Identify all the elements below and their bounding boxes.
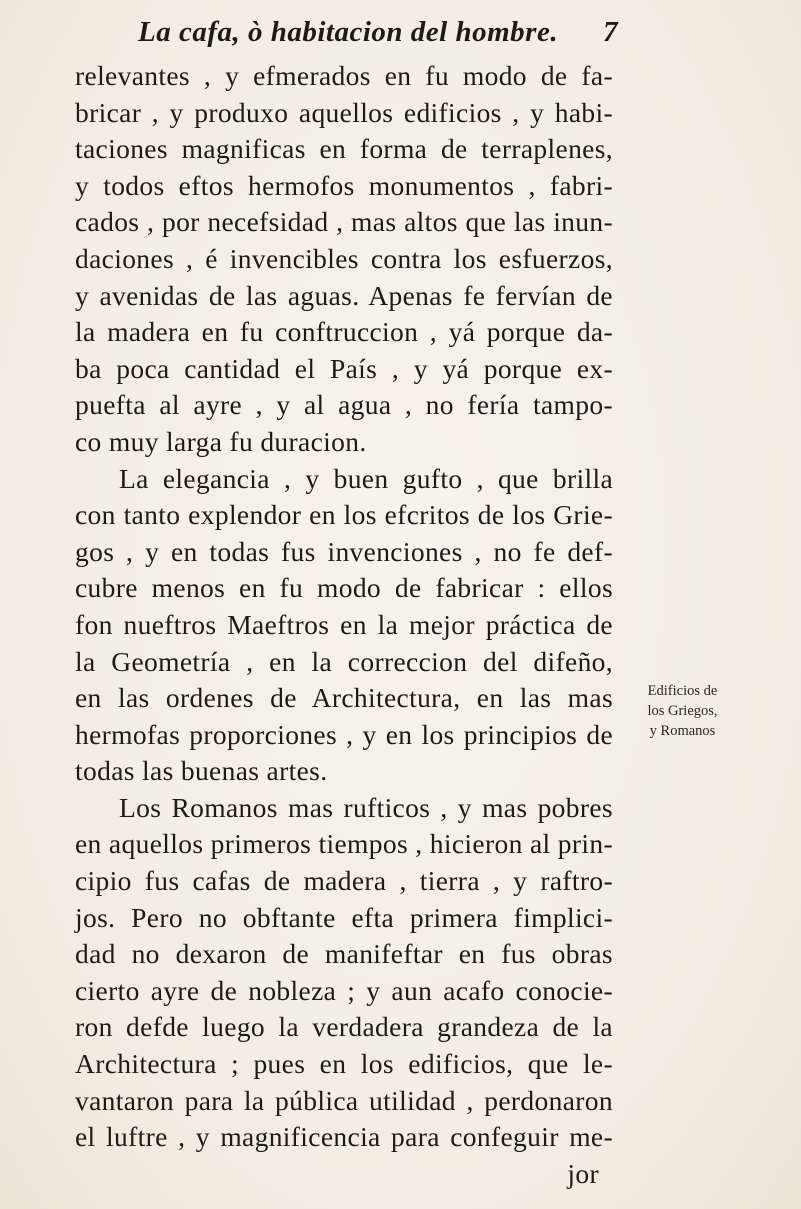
text-line: y todos eftos hermofos monumentos , fabri- bbox=[75, 169, 613, 201]
text-line: vantaron para la pública utilidad , perdonaron bbox=[75, 1084, 613, 1116]
text-line: cipio fus cafas de madera , tierra , y raftro- bbox=[75, 865, 613, 897]
body-text bbox=[75, 58, 613, 1192]
text-line: Architectura ; pues en los edificios, que le- bbox=[75, 1048, 613, 1080]
page-header bbox=[138, 16, 618, 56]
marginal-note bbox=[630, 681, 735, 741]
text-line: cubre menos en fu modo de fabricar : ellos bbox=[75, 572, 613, 604]
text-line: ba poca cantidad el País , y yá porque ex- bbox=[75, 352, 613, 384]
paragraph-start: La elegancia , y buen gufto , que brilla bbox=[119, 462, 613, 494]
marginal-note-line: Edificios de bbox=[647, 683, 718, 699]
text-line: fon nueftros Maeftros en la mejor práctica de bbox=[75, 608, 613, 640]
text-line: puefta al ayre , y al agua , no fería tampo- bbox=[75, 389, 613, 421]
text-line: gos , y en todas fus invenciones , no fe def- bbox=[75, 535, 613, 567]
text-line: relevantes , y efmerados en fu modo de fa- bbox=[75, 60, 613, 91]
text-line: con tanto explendor en los efcritos de los Grie- bbox=[75, 499, 613, 531]
text-line: daciones , é invencibles contra los esfuerzos, bbox=[75, 242, 613, 274]
text-line: cados , por necefsidad , mas altos que las inun- bbox=[75, 206, 613, 238]
text-line: dad no dexaron de manifeftar en fus obras bbox=[75, 938, 613, 970]
text-line: todas las buenas artes. bbox=[75, 755, 328, 787]
text-line: en aquellos primeros tiempos , hicieron al prin- bbox=[75, 828, 613, 860]
text-line: en las ordenes de Architectura, en las mas bbox=[75, 682, 613, 714]
text-line: taciones magnificas en forma de terraplenes, bbox=[75, 133, 613, 165]
text-line: co muy larga fu duracion. bbox=[75, 425, 367, 457]
text-line: hermofas proporciones , y en los principios de bbox=[75, 718, 613, 750]
marginal-note-line: los Griegos, bbox=[647, 703, 718, 719]
text-line: y avenidas de las aguas. Apenas fe fervían de bbox=[75, 279, 613, 311]
text-line: la Geometría , en la correccion del difeño, bbox=[75, 645, 613, 677]
text-line: cierto ayre de nobleza ; y aun acafo conocie- bbox=[75, 974, 613, 1006]
page-number: 7 bbox=[603, 16, 618, 48]
marginal-note-line: y Romanos bbox=[649, 723, 716, 739]
text-line: ron defde luego la verdadera grandeza de la bbox=[75, 1011, 613, 1043]
paragraph-start: Los Romanos mas rufticos , y mas pobres bbox=[119, 791, 613, 823]
text-line: jos. Pero no obftante efta primera fimplici- bbox=[75, 901, 613, 933]
running-title: La cafa, ò habitacion del hombre. bbox=[138, 16, 559, 48]
catchword: jor bbox=[567, 1157, 599, 1189]
text-line: bricar , y produxo aquellos edificios , y habi- bbox=[75, 96, 613, 128]
text-line: el luftre , y magnificencia para confeguir me- bbox=[75, 1121, 613, 1153]
text-line: la madera en fu conftruccion , yá porque da- bbox=[75, 316, 613, 348]
